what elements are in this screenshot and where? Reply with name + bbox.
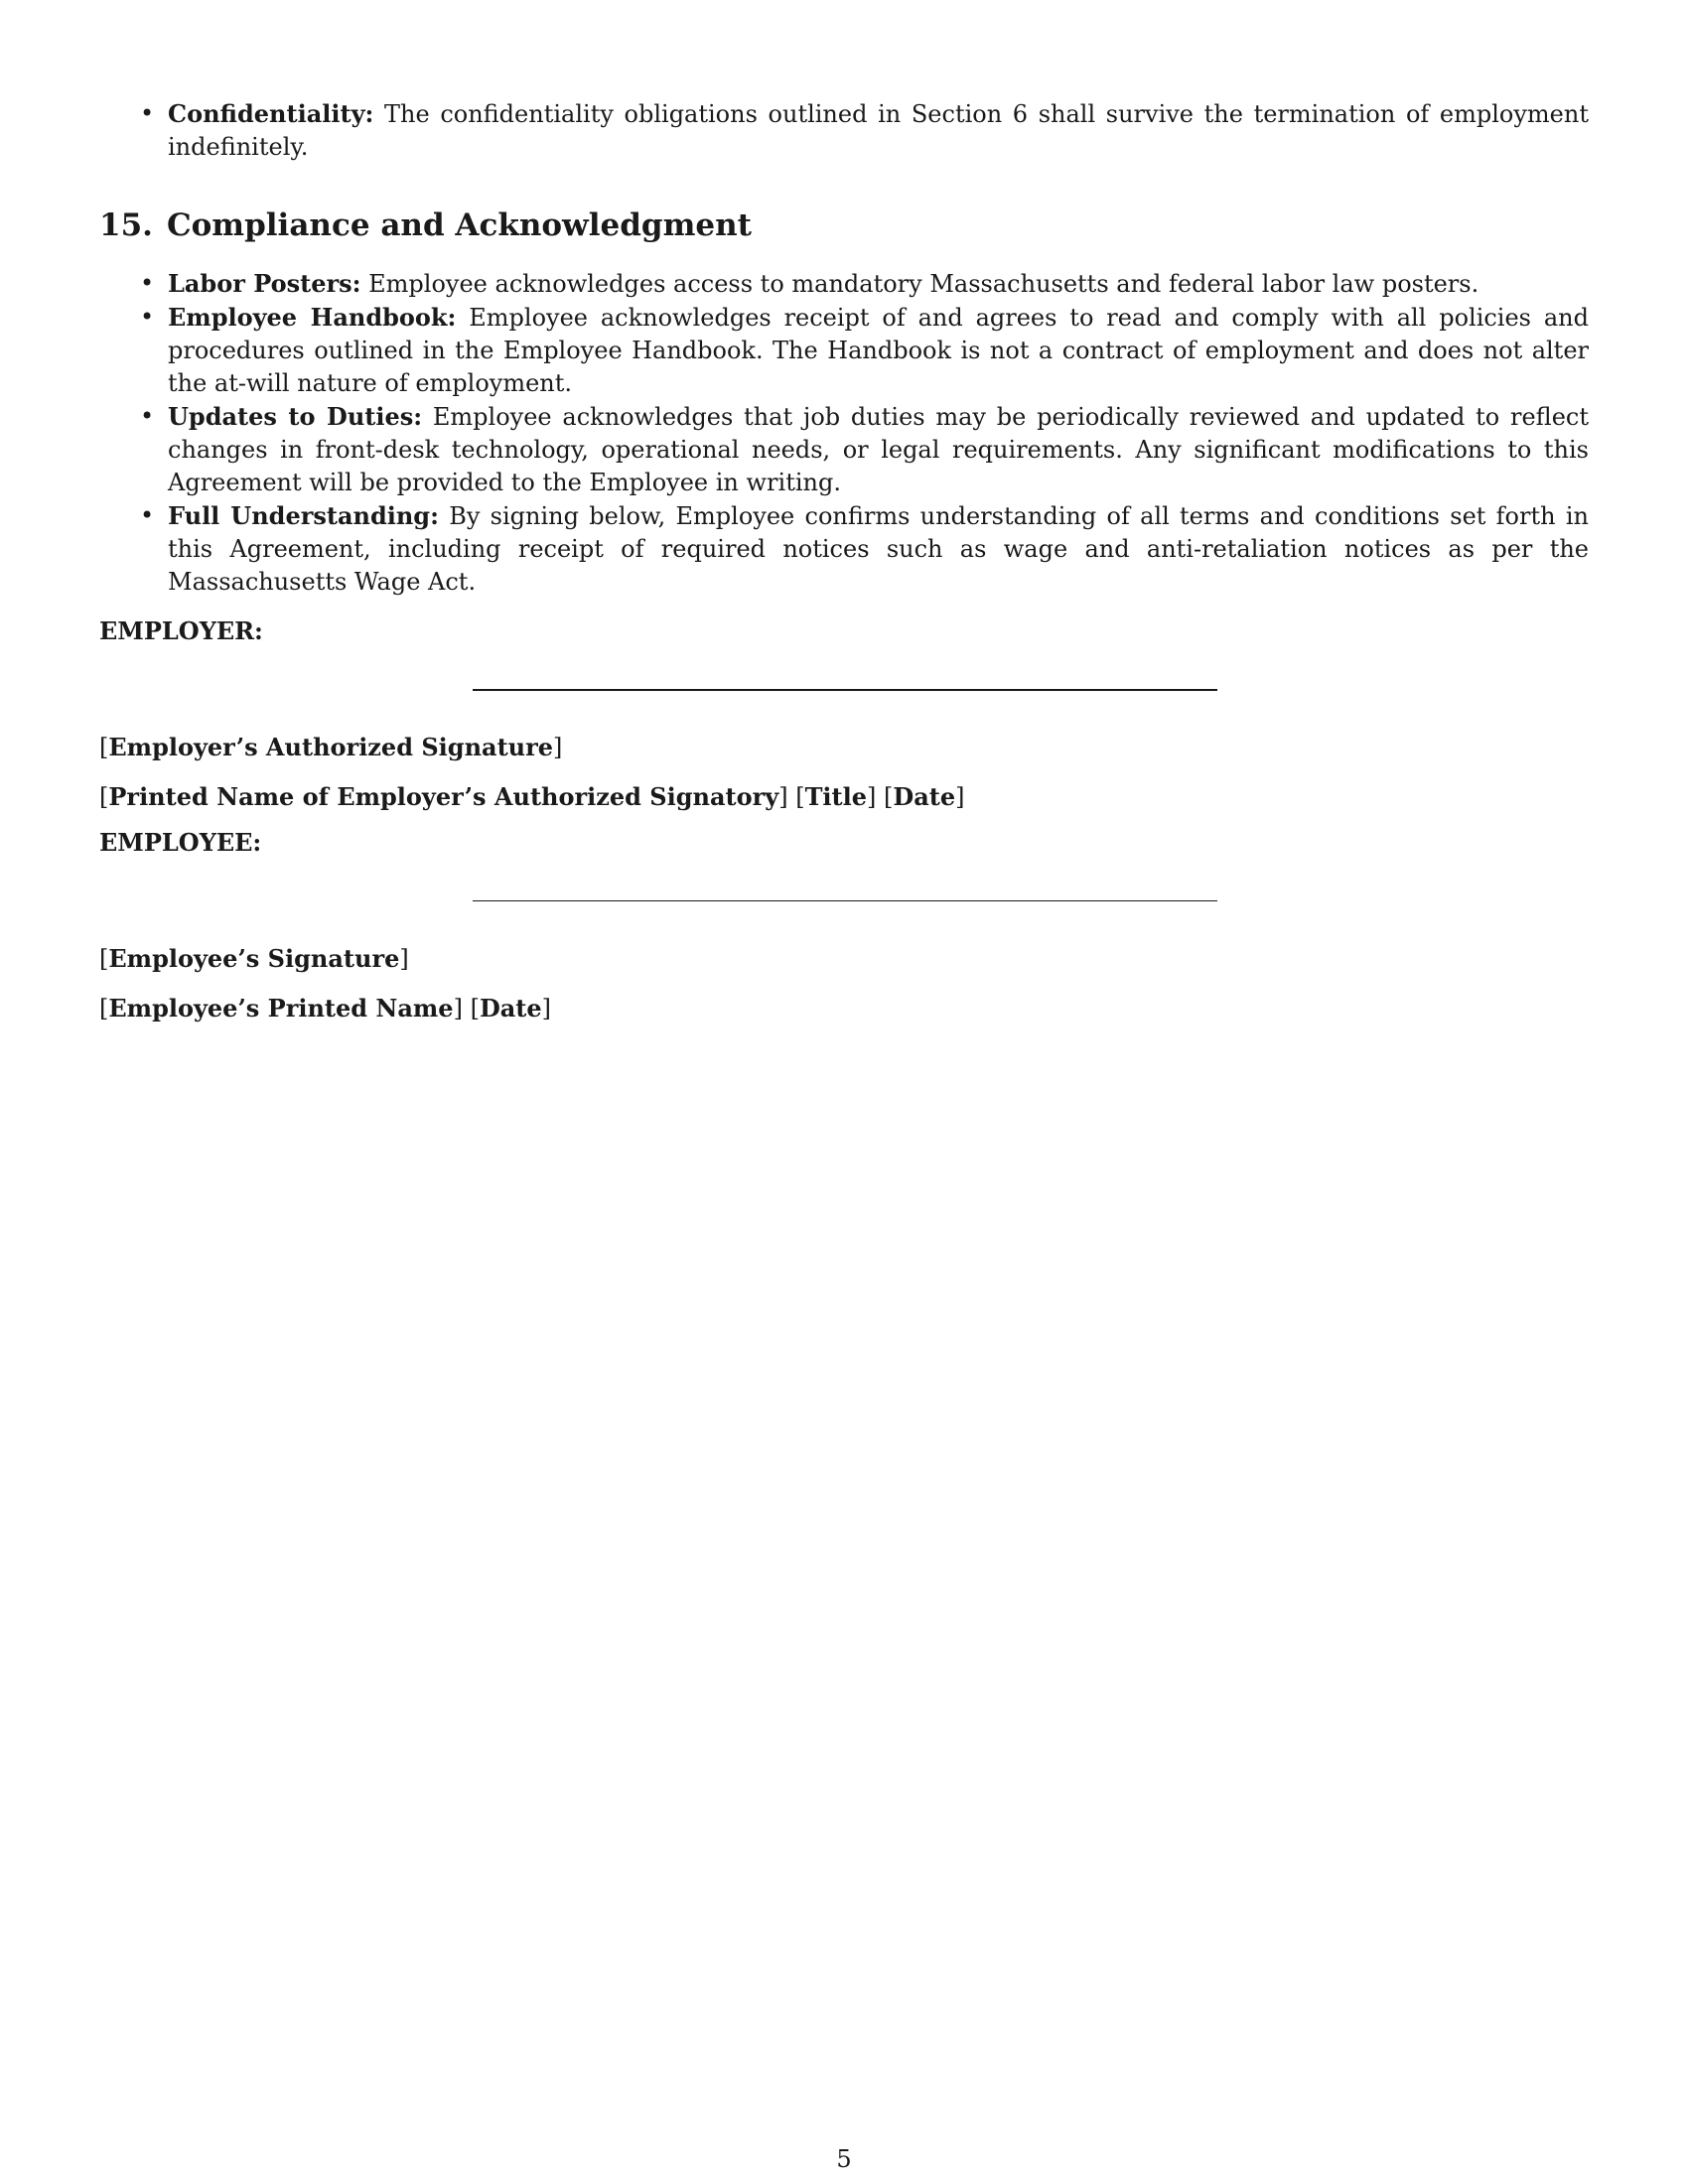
bullet-term: Updates to Duties: <box>168 402 423 431</box>
list-item <box>99 400 1589 499</box>
employer-printed-name-placeholder: Printed Name of Employer’s Authorized Signatory <box>108 782 779 811</box>
employer-signature-placeholder: Employer’s Authorized Signature <box>108 733 554 761</box>
employer-signature-block <box>99 614 1589 814</box>
list-item <box>99 499 1589 599</box>
section-bullet-list <box>99 267 1589 599</box>
bullet-term: Employee Handbook: <box>168 303 457 332</box>
section-heading <box>99 205 1589 245</box>
bullet-icon: • <box>140 269 155 297</box>
page-content <box>99 97 1589 1025</box>
bullet-term: Labor Posters: <box>168 269 361 298</box>
employee-date-placeholder: Date <box>479 994 542 1023</box>
employer-signature-line[interactable] <box>473 689 1217 691</box>
bullet-icon: • <box>140 402 155 430</box>
employee-signature-line-area <box>99 859 1589 930</box>
bullet-text: Employee acknowledges access to mandatory Massachusetts and federal labor law posters. <box>368 270 1479 298</box>
employer-date-placeholder: Date <box>893 782 956 811</box>
intro-bullet-list <box>99 97 1589 164</box>
employee-label: EMPLOYEE: <box>99 828 262 857</box>
bullet-text: By signing below, Employee confirms understanding of all terms and conditions set forth in this Agreement, including receipt of required notices such as wage and anti-retaliation notices as per the Massachusetts Wage Act. <box>168 502 1589 596</box>
bullet-text: Employee acknowledges receipt of and agrees to read and comply with all policies and procedures outlined in the Employee Handbook. The Handbook is not a contract of employment and does not alter the at-will nature of employment. <box>168 304 1589 397</box>
list-item <box>99 97 1589 164</box>
section-title: Compliance and Acknowledgment <box>166 207 752 243</box>
bullet-text: Employee acknowledges that job duties may be periodically reviewed and updated to reflect changes in front-desk technology, operational needs, or legal requirements. Any significant modifications to this Agreement will be provided to the Employee in writing. <box>168 403 1589 496</box>
employee-printed-name-placeholder: Employee’s Printed Name <box>108 994 454 1023</box>
employee-signature-block <box>99 826 1589 1025</box>
page-number: 5 <box>836 2145 852 2173</box>
employee-signature-line[interactable] <box>473 900 1217 901</box>
bullet-icon: • <box>140 501 155 529</box>
employer-signature-caption: [Employer’s Authorized Signature] <box>99 733 563 761</box>
section-number: 15. <box>99 207 153 243</box>
employee-signature-placeholder: Employee’s Signature <box>108 944 400 973</box>
employer-printed-name-caption: [Printed Name of Employer’s Authorized Signatory] [Title] [Date] <box>99 782 965 811</box>
employer-title-placeholder: Title <box>804 782 868 811</box>
bullet-text: The confidentiality obligations outlined in Section 6 shall survive the termination of employment indefinitely. <box>168 100 1589 161</box>
list-item <box>99 301 1589 400</box>
bullet-term: Full Understanding: <box>168 501 439 530</box>
employee-signature-caption: [Employee’s Signature] <box>99 944 409 973</box>
employer-label: EMPLOYER: <box>99 616 263 645</box>
employer-signature-line-area <box>99 647 1589 719</box>
employee-printed-name-caption: [Employee’s Printed Name] [Date] <box>99 994 552 1023</box>
bullet-term: Confidentiality: <box>168 99 374 128</box>
bullet-icon: • <box>140 303 155 331</box>
bullet-icon: • <box>140 99 155 127</box>
list-item <box>99 267 1589 301</box>
